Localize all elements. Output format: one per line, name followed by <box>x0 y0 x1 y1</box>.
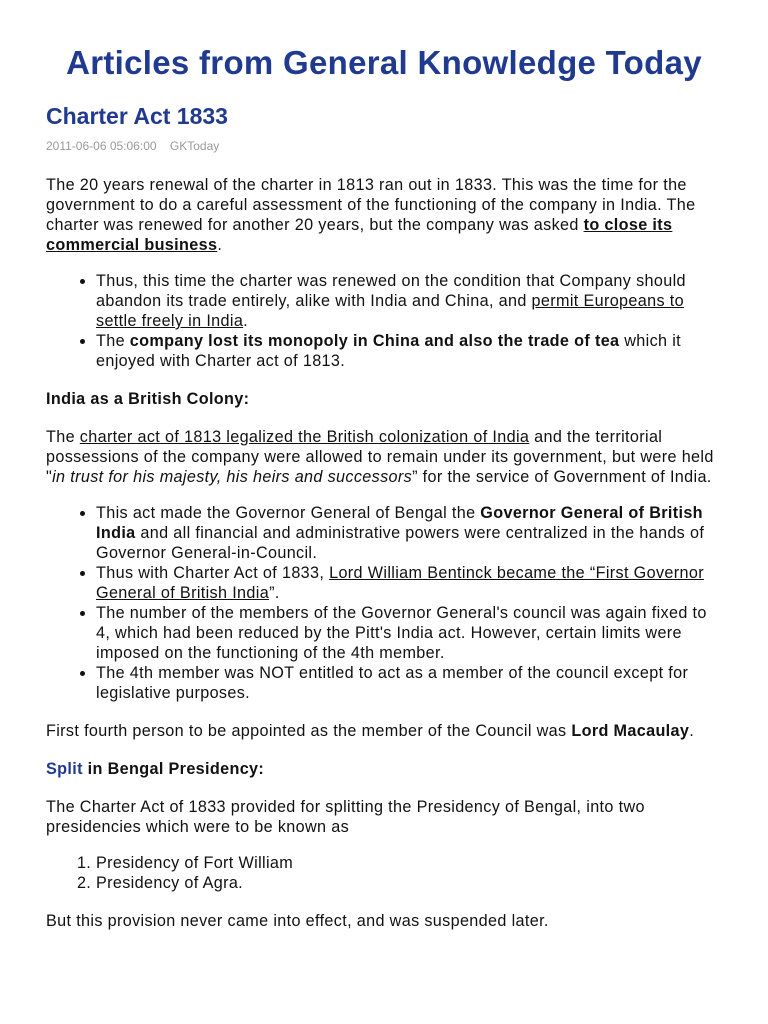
monopoly-end: which it enjoyed with Charter act of 1813. <box>96 332 682 370</box>
bentinck-link[interactable]: Lord William Bentinck became the “First Governor General of British India <box>96 564 704 602</box>
article-meta <box>46 138 722 154</box>
presidencies-list <box>46 853 722 893</box>
gg-bold: Governor General of British India <box>96 504 703 542</box>
gg-end: and all financial and administrative powers were centralized in the hands of Governor General-in-Council. <box>96 524 705 562</box>
bentinck-start: Thus with Charter Act of 1833, <box>96 564 330 582</box>
site-title: Articles from General Knowledge Today <box>66 44 702 81</box>
list-item <box>96 563 722 603</box>
macaulay-paragraph <box>46 721 722 741</box>
macaulay-end: . <box>689 722 695 740</box>
split-heading-rest: in Bengal Presidency: <box>82 760 265 778</box>
colonization-link[interactable]: charter act of 1813 legalized the British colonization of India <box>79 428 530 446</box>
gg-start: This act made the Governor General of Bengal the <box>96 504 481 522</box>
split-link[interactable]: Split <box>46 760 83 778</box>
macaulay-bold: Lord Macaulay <box>571 722 690 740</box>
bentinck-end: ”. <box>269 584 280 602</box>
colony-start: The <box>46 428 80 446</box>
section-heading-colony: India as a British Colony: <box>46 390 250 408</box>
condition-text: Thus, this time the charter was renewed on the condition that Company should abandon its trade entirely, alike with India and China, and <box>96 272 686 310</box>
list-item: • The number of the members of the Governor General's council was again fixed to 4, which had been reduced by the Pitt's India act. However, certain limits were imposed on the functioning of the 4th member. <box>96 603 722 663</box>
monopoly-bold: company lost its monopoly in China and also the trade of tea <box>129 332 620 350</box>
charter-conditions-list <box>46 271 722 371</box>
intro-paragraph <box>46 175 722 255</box>
list-item <box>96 271 722 331</box>
intro-text: The 20 years renewal of the charter in 1813 ran out in 1833. This was the time for the government to do a careful assessment of the functioning of the company in India. The charter was renewed for another 20 years, but the company was asked <box>46 176 696 234</box>
closing-paragraph: But this provision never came into effect, and was suspended later. <box>46 912 549 930</box>
colony-paragraph <box>46 427 722 487</box>
colony-italic: in trust for his majesty, his heirs and successors <box>52 468 413 486</box>
article-title[interactable]: Charter Act 1833 <box>46 103 228 129</box>
colony-end: ” for the service of Government of India. <box>412 468 712 486</box>
macaulay-text: First fourth person to be appointed as the member of the Council was <box>46 722 572 740</box>
article-date: 2011-06-06 05:06:00 <box>46 139 157 153</box>
list-item <box>96 331 722 371</box>
colony-mid: and the territorial possessions of the company were allowed to remain under its government, but were held " <box>46 428 714 486</box>
governor-general-list <box>46 503 722 703</box>
article-author: GKToday <box>169 139 220 153</box>
permit-europeans-link[interactable]: permit Europeans to settle freely in India <box>96 292 684 330</box>
monopoly-start: The <box>96 332 130 350</box>
split-paragraph: The Charter Act of 1833 provided for splitting the Presidency of Bengal, into two presidencies which were to be known as <box>46 798 645 836</box>
condition-end: . <box>243 312 249 330</box>
commercial-business-link[interactable]: to close its commercial business <box>46 216 673 254</box>
list-item: 2. Presidency of Agra. <box>96 873 722 893</box>
list-item: 1. Presidency of Fort William <box>96 853 722 873</box>
list-item <box>96 503 722 563</box>
intro-end: . <box>217 236 223 254</box>
list-item: • The 4th member was NOT entitled to act as a member of the council except for legislative purposes. <box>96 663 722 703</box>
section-heading-split <box>46 759 722 779</box>
